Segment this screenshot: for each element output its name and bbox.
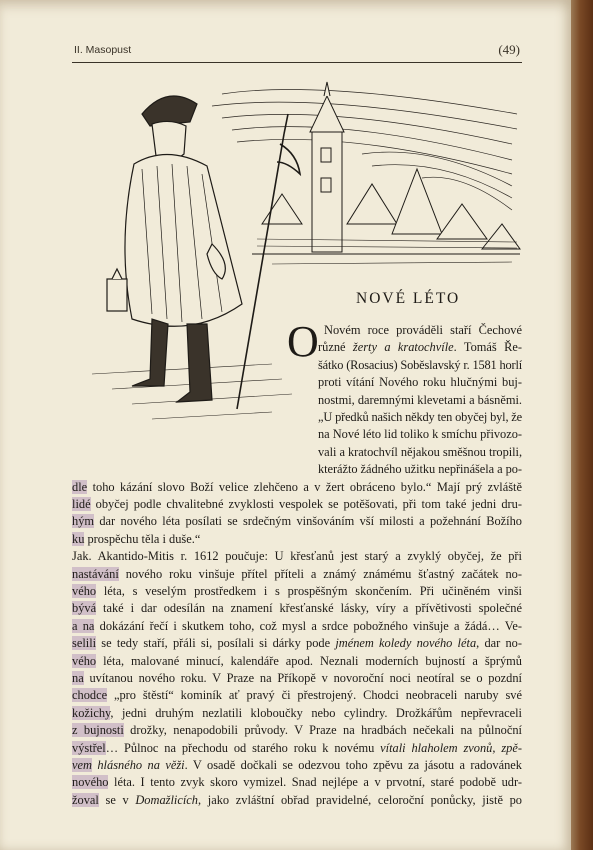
text-segment: a na (72, 618, 95, 633)
text-line (318, 357, 522, 373)
text-line (72, 496, 522, 512)
text-segment: . V osadě dočkali se odezvou toho zpěvu za jásotu a radovánek (184, 758, 522, 772)
text-segment: z bujnosti (72, 723, 124, 738)
text-segment: vého (72, 653, 97, 668)
text-line (318, 374, 522, 390)
text-line (318, 426, 522, 442)
text-segment: kterážto žádného užitku nepřinášela a po- (318, 462, 522, 477)
text-segment: dle (72, 479, 88, 494)
text-line (72, 670, 522, 686)
text-line (72, 705, 522, 721)
text-line (72, 583, 522, 599)
text-segment: léta. I tento zvyk skoro vymizel. Snad nejlépe a v prvotní, staré podobě udr- (108, 775, 522, 790)
text-line (72, 600, 522, 616)
italic-phrase: žerty a kratochvíle (352, 340, 454, 355)
text-segment: Jak. Akantido-Mitis r. 1612 poučuje: U křesťanů jest starý a zvyklý obyčej, že při (72, 549, 522, 564)
italic-phrase: Domažlicích (135, 792, 198, 807)
text-line (72, 757, 522, 773)
header-rule (72, 62, 522, 63)
text-line (72, 653, 522, 669)
text-segment: uvítanou nového roku. V Praze na Příkopě v novoroční noci neotíral se o pozdní (83, 671, 522, 685)
section-title: II. Masopust (74, 44, 132, 56)
text-line (318, 444, 522, 460)
italic-phrase: vítali hlaholem zvonů, zpě- (380, 740, 522, 755)
text-segment: lidé (72, 497, 91, 511)
text-segment: nového (72, 775, 109, 790)
text-segment: nastávání (72, 566, 119, 581)
text-line (72, 687, 522, 703)
text-segment: vali a kratochvíl nějakou směšnou tropili, (318, 444, 522, 459)
text-segment: také i dar odesílán na znamení křesťanské lásky, víry a přívětivosti společné (96, 601, 522, 616)
text-segment: různé (318, 340, 353, 355)
text-line (72, 548, 522, 564)
text-segment: žoval (72, 792, 99, 807)
text-segment: selili (72, 636, 97, 651)
text-segment: se tedy staří, přáli si, posílali si dárky pode (96, 636, 336, 651)
page-number: (49) (498, 42, 520, 57)
text-line (72, 513, 522, 529)
italic-phrase: vem (72, 758, 92, 772)
text-segment: nového roku vinšuje přítel příteli a známý známému šťastný začátek no- (118, 566, 522, 581)
text-segment: drožky, nenapodobili průvody. V Praze na hradbách nečekali na půlnoční (123, 723, 522, 738)
text-segment: šátko (Rosacius) Soběslavský r. 1581 horlí (318, 357, 522, 372)
text-segment: hým (72, 514, 95, 529)
text-segment: kožichy (72, 705, 111, 720)
text-segment: léta, malované minucí, kalendáře apod. Neznali moderních bujností a šprýmů (96, 653, 522, 668)
text-segment: Novém roce prováděli staří Čechové (324, 323, 522, 337)
text-segment: na (72, 671, 84, 685)
text-segment: , jako zvláštní obřad pravidelné, celoroční ponůcky, jistě po (198, 792, 522, 807)
text-segment: … Půlnoc na přechodu od starého roku k novému (105, 740, 381, 755)
text-segment: prospěchu těla i duše.“ (84, 531, 201, 546)
text-segment: se v (98, 792, 136, 807)
text-line (72, 479, 522, 495)
drop-cap: O (287, 317, 319, 366)
text-line (318, 392, 522, 408)
text-line (72, 722, 522, 738)
text-segment: . Tomáš Ře- (453, 340, 522, 355)
text-line (72, 740, 522, 756)
text-segment: „U předků našich někdy ten obyčej byl, že (318, 410, 522, 424)
text-line (318, 409, 522, 425)
text-segment: dokázání řečí i skutkem toho, což mysl a srdce pobožného vinšuje a žádá… Ve- (94, 618, 522, 633)
book-edge (571, 0, 593, 850)
text-line (72, 618, 522, 634)
text-segment: toho kázání slovo Boží velice zlehčeno a v žert obráceno bylo.“ Mají prý zvláště (87, 479, 522, 494)
text-line (72, 566, 522, 582)
italic-phrase: jménem koledy nového léta (335, 636, 477, 651)
text-line (324, 322, 522, 338)
text-segment: nostmi, daremnými klevetami a básněmi. (318, 392, 522, 407)
running-head (74, 44, 520, 58)
text-segment: ku (72, 531, 85, 546)
text-line (318, 339, 522, 355)
italic-phrase: hlásného na věži (91, 758, 185, 772)
text-segment: „pro štěstí“ kominík ať pravý či přestrojený. Chodci neobraceli naruby své (107, 688, 522, 703)
text-segment: obyčej podle chvalitebné zvyklosti vespolek se potěšovati, při tom také jedni dru- (90, 497, 522, 511)
text-line (72, 774, 522, 790)
text-line (72, 531, 200, 547)
text-segment: bývá (72, 601, 97, 616)
text-line (318, 461, 522, 477)
text-segment: proti vítání Nového roku hlučnými buj- (318, 375, 522, 390)
text-line (72, 792, 522, 808)
text-segment: na Nové léto lid toliko k smíchu přivozo- (318, 427, 522, 442)
text-segment: výstřel (72, 740, 106, 755)
article-title: NOVÉ LÉTO (356, 290, 461, 307)
text-segment: vého (72, 584, 97, 598)
text-segment: dar nového léta posílati se srdečným vinšováním vší milosti a požehnání Božího (94, 514, 522, 529)
text-segment: chodce (72, 688, 108, 703)
text-segment: léta, s veselým prostředkem i s prospěšným skončením. Při učiněném vinši (96, 584, 522, 598)
text-segment: , jedni druhým nezlatili kloboučky nebo cylindry. Drožkářům nepřevraceli (110, 705, 522, 720)
text-segment: , dar no- (476, 636, 522, 651)
text-line (72, 635, 522, 651)
